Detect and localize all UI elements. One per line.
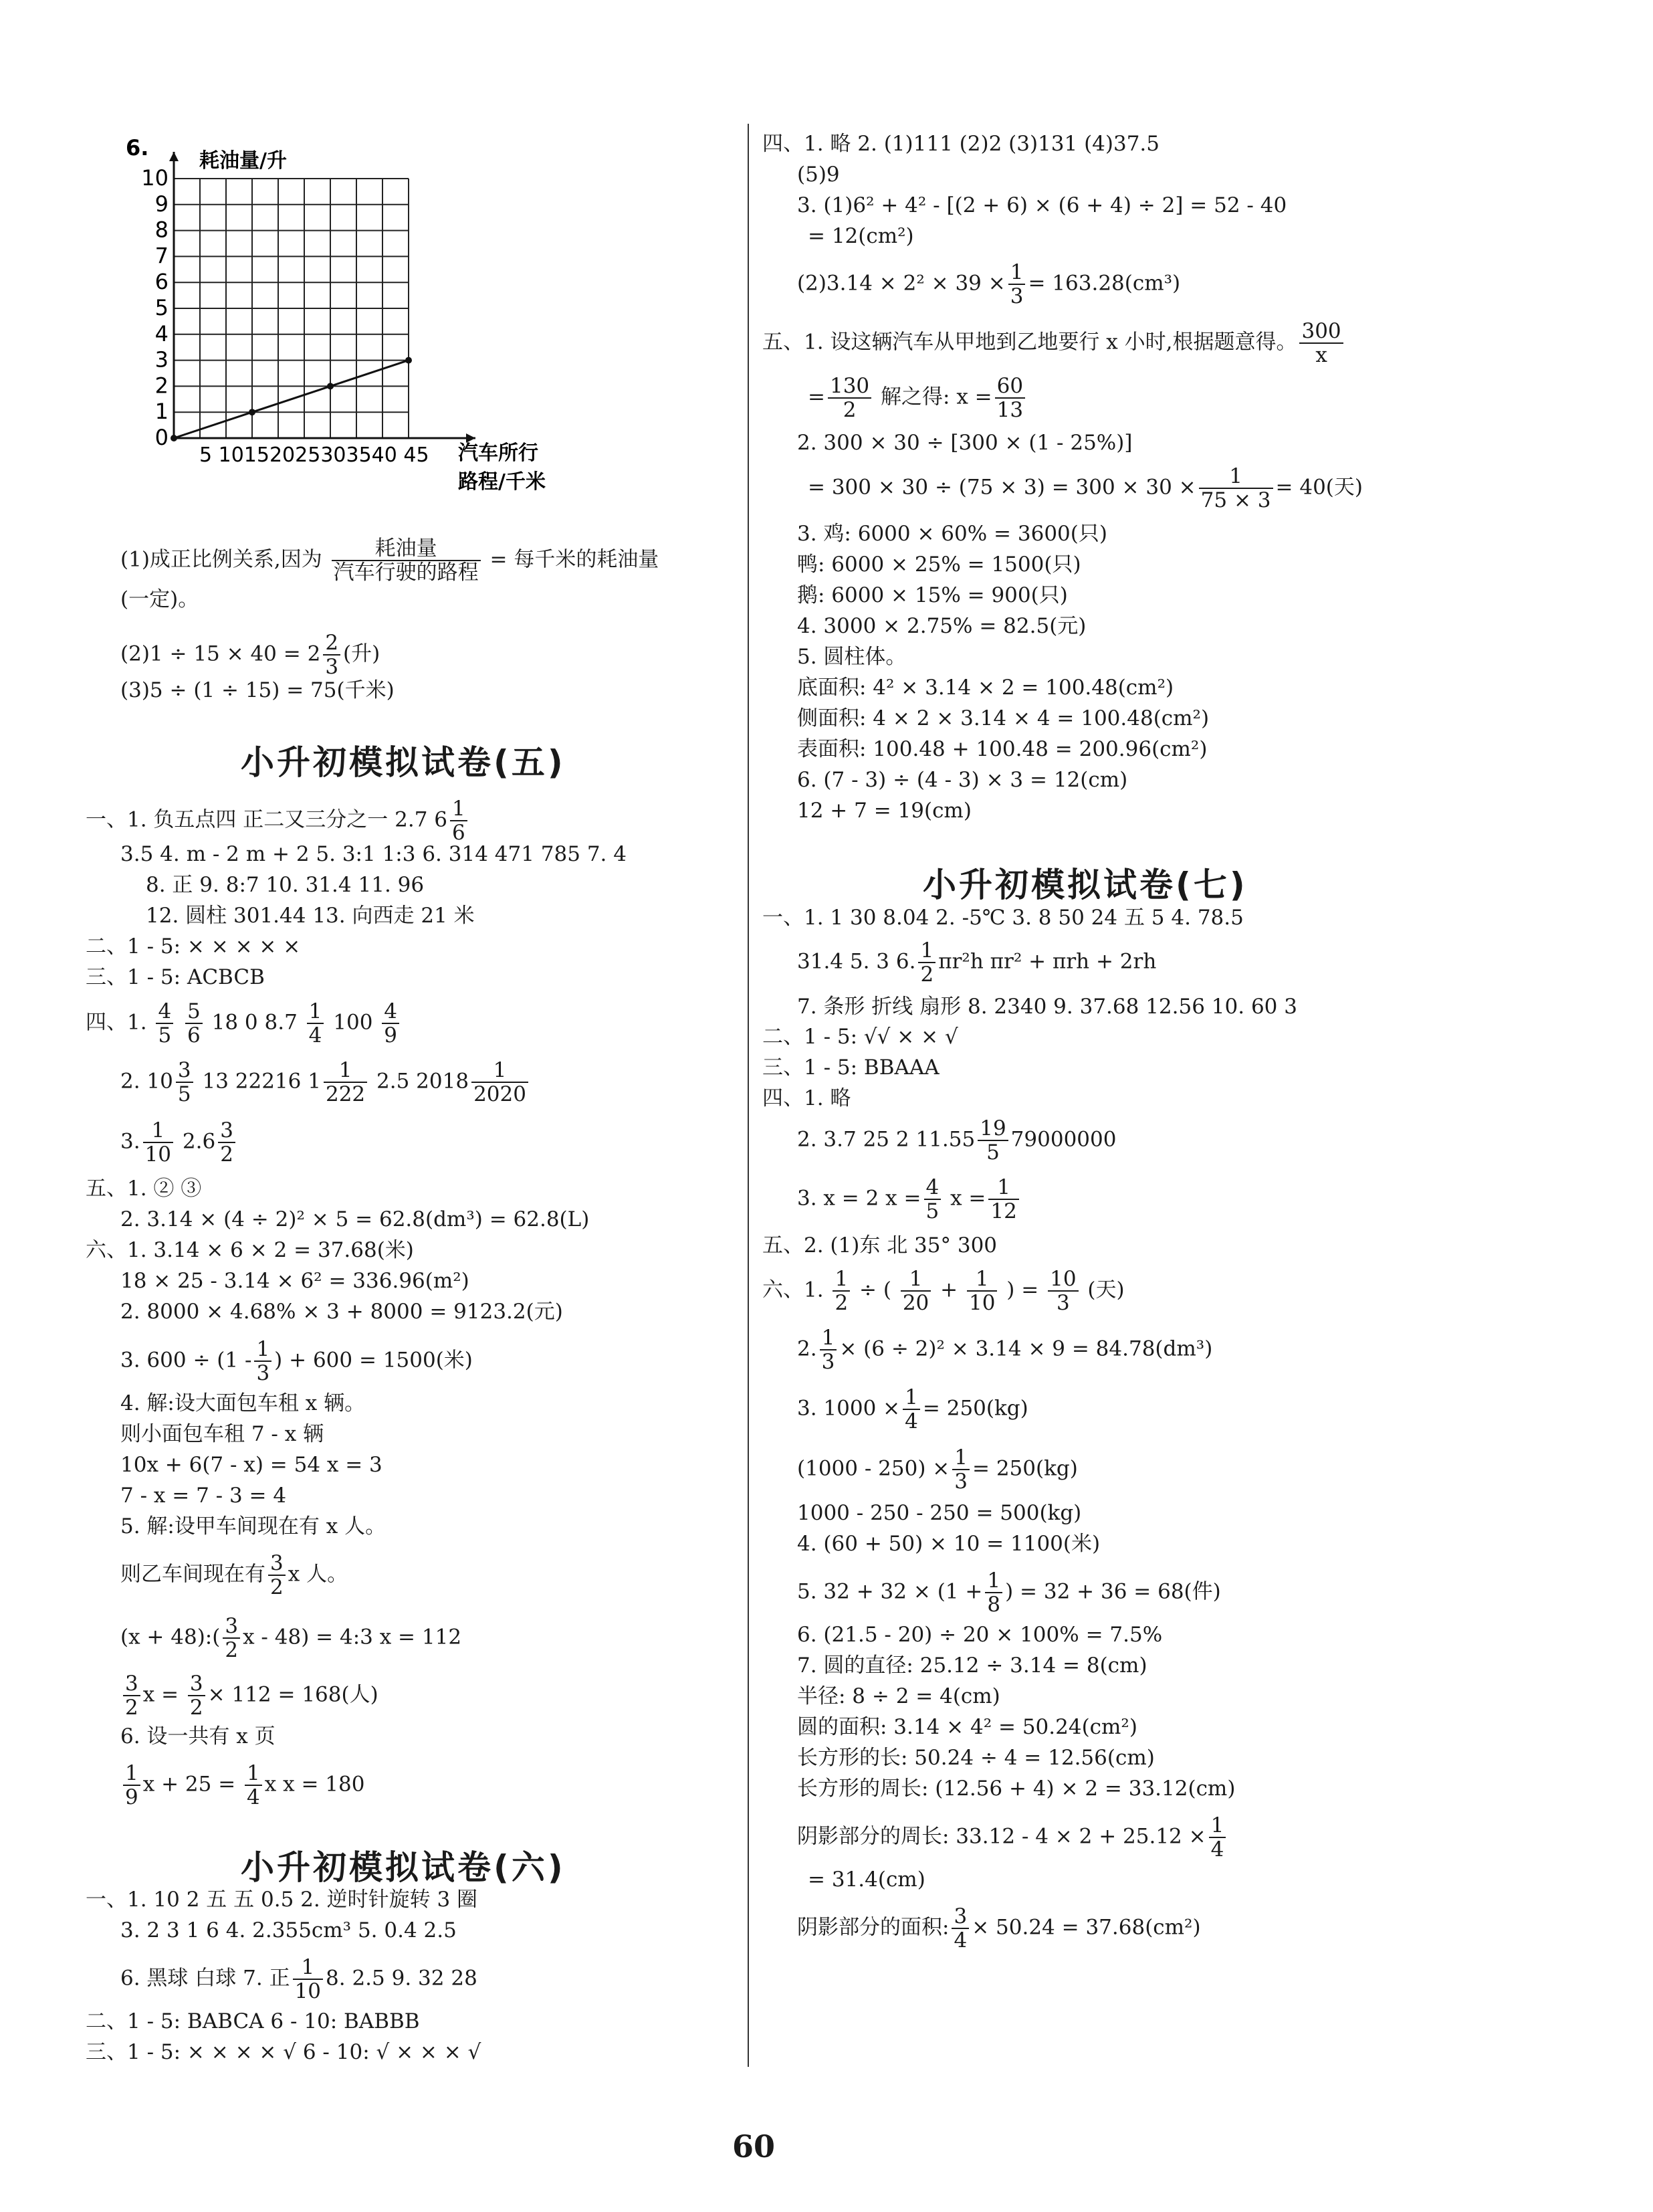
section-title-6: 小升初模拟试卷(六) [241, 1848, 566, 1887]
answer-line: 底面积: 4² × 3.14 × 2 = 100.48(cm²) [797, 676, 1174, 700]
answer-line: $\frac{3}{2}$ x = $\frac{3}{2}$ × 112 = 168(人) [120, 1672, 378, 1719]
answer-line: 三、1 - 5: × × × × √ 6 - 10: √ × × × √ [86, 2040, 481, 2064]
answer-line: 一、1. 1 30 8.04 2. -5℃ 3. 8 50 24 五 5 4. 78.5 [762, 906, 1244, 930]
answer-line: (2)3.14 × 2² × 39 × $\frac{1}{3}$ = 163.28(cm³) [797, 260, 1181, 308]
answer-line: 一、1. 10 2 五 五 0.5 2. 逆时针旋转 3 圈 [86, 1888, 478, 1912]
series-line [174, 361, 409, 438]
answer-line: 7 - x = 7 - 3 = 4 [120, 1484, 287, 1508]
answer-line: 则乙车间现在有 $\frac{3}{2}$ x 人。 [120, 1551, 348, 1599]
answer-line: 圆的面积: 3.14 × 4² = 50.24(cm²) [797, 1715, 1137, 1739]
x-tick-labels-text: 5 10152025303540 45 [199, 443, 429, 467]
answer-line: 2. 10 $\frac{3}{5}$ 13 22216 1 $\frac{1}{222}$ 2.5 2018 $\frac{1}{2020}$ [120, 1059, 531, 1106]
y-tick-label: 1 [154, 399, 169, 425]
answer-line: 4. 3000 × 2.75% = 82.5(元) [797, 614, 1087, 638]
chart-axes [169, 152, 475, 443]
answer-line: 6. (21.5 - 20) ÷ 20 × 100% = 7.5% [797, 1623, 1163, 1647]
answer-line: 二、1 - 5: × × × × × [86, 934, 301, 959]
answer-line: 阴影部分的周长: 33.12 - 4 × 2 + 25.12 × $\frac{1}{4}$ [797, 1814, 1228, 1861]
answer-line: 3. x = 2 x = $\frac{4}{5}$ x = $\frac{1}{12}$ [797, 1176, 1022, 1223]
answer-line: 四、1. 略 2. (1)111 (2)2 (3)131 (4)37.5 [762, 132, 1160, 156]
answer-line: (1)成正比例关系,因为 $\frac{\text{耗油量}}{\text{汽车行驶的路程}}$ = 每千米的耗油量 [120, 536, 659, 585]
answer-line: (3)5 ÷ (1 ÷ 15) = 75(千米) [120, 678, 395, 702]
answer-line: 六、1. 3.14 × 6 × 2 = 37.68(米) [86, 1238, 414, 1262]
answer-line: 3. 1000 × $\frac{1}{4}$ = 250(kg) [797, 1385, 1028, 1433]
answer-line: 四、1. $\frac{4}{5}$ $\frac{5}{6}$ 18 0 8.7 $\frac{1}{4}$ 100 $\frac{4}{9}$ [86, 1000, 402, 1047]
answer-line: 三、1 - 5: BBAAA [762, 1055, 940, 1080]
y-tick-label: 7 [154, 243, 169, 269]
chart-series [171, 357, 412, 441]
answer-line: 表面积: 100.48 + 100.48 = 200.96(cm²) [797, 737, 1208, 761]
fuel-line-chart [120, 134, 588, 495]
answer-line: 3. 600 ÷ (1 - $\frac{1}{3}$ ) + 600 = 1500(米) [120, 1337, 473, 1385]
answer-line: 鹅: 6000 × 15% = 900(只) [797, 583, 1068, 607]
y-tick-label: 3 [154, 346, 169, 373]
answer-line: = 12(cm²) [808, 224, 914, 248]
answer-line: (x + 48):( $\frac{3}{2}$ x - 48) = 4:3 x = 112 [120, 1614, 462, 1662]
answer-line: 二、1 - 5: √√ × × √ [762, 1025, 958, 1049]
answer-line: 2. $\frac{1}{3}$ × (6 ÷ 2)² × 3.14 × 9 = 84.78(dm³) [797, 1326, 1213, 1374]
answer-line: 5. 圆柱体。 [797, 645, 907, 669]
answer-line: 6. 设一共有 x 页 [120, 1724, 276, 1748]
answer-line: 五、1. ② ③ [86, 1177, 202, 1201]
answer-line: 二、1 - 5: BABCA 6 - 10: BABBB [86, 2009, 420, 2033]
answer-line: (2)1 ÷ 15 × 40 = 2 $\frac{2}{3}$ (升) [120, 631, 380, 679]
answer-line: 三、1 - 5: ACBCB [86, 965, 265, 989]
answer-line: 长方形的长: 50.24 ÷ 4 = 12.56(cm) [797, 1746, 1155, 1770]
answer-line: 10x + 6(7 - x) = 54 x = 3 [120, 1453, 382, 1477]
answer-line: 半径: 8 ÷ 2 = 4(cm) [797, 1684, 1000, 1708]
answer-line: 五、1. 设这辆汽车从甲地到乙地要行 x 小时,根据题意得。 $\frac{300}{x}$ [762, 320, 1346, 367]
answer-line: 6. 黑球 白球 7. 正 $\frac{1}{10}$ 8. 2.5 9. 32 28 [120, 1955, 477, 2003]
answer-line: 5. 解:设甲车间现在有 x 人。 [120, 1514, 387, 1538]
answer-line: 五、2. (1)东 北 35° 300 [762, 1233, 998, 1258]
answer-line: 鸭: 6000 × 25% = 1500(只) [797, 552, 1081, 577]
answer-line: 3. $\frac{1}{10}$ 2.6 $\frac{3}{2}$ [120, 1119, 238, 1166]
section-title-7: 小升初模拟试卷(七) [923, 866, 1248, 904]
y-tick-label: 4 [154, 320, 169, 346]
answer-line: 12. 圆柱 301.44 13. 向西走 21 米 [146, 904, 475, 928]
x-axis-label-line1: 汽车所行 [458, 441, 538, 465]
chart-tick-labels [141, 165, 169, 450]
answer-line: 12 + 7 = 19(cm) [797, 799, 972, 823]
answer-line: 侧面积: 4 × 2 × 3.14 × 4 = 100.48(cm²) [797, 706, 1210, 730]
y-tick-label: 10 [141, 165, 169, 191]
answer-line: $\frac{1}{9}$ x + 25 = $\frac{1}{4}$ x x = 180 [120, 1762, 364, 1809]
page-number: 60 [732, 2128, 776, 2165]
answer-line: 5. 32 + 32 × (1 + $\frac{1}{8}$ ) = 32 + 36 = 68(件) [797, 1569, 1221, 1617]
answer-line: (5)9 [797, 163, 840, 187]
y-tick-label: 2 [154, 373, 169, 399]
answer-line: 7. 条形 折线 扇形 8. 2340 9. 37.68 12.56 10. 60 3 [797, 995, 1297, 1019]
answer-line: 3. 2 3 1 6 4. 2.355cm³ 5. 0.4 2.5 [120, 1918, 457, 1942]
answer-line: 4. (60 + 50) × 10 = 1100(米) [797, 1532, 1101, 1556]
column-divider [748, 124, 749, 2067]
answer-line: 1000 - 250 - 250 = 500(kg) [797, 1501, 1082, 1525]
answer-line: 8. 正 9. 8:7 10. 31.4 11. 96 [146, 873, 425, 897]
answer-line: 3. (1)6² + 4² - [(2 + 6) × (6 + 4) ÷ 2] = 52 - 40 [797, 193, 1287, 217]
answer-line: 阴影部分的面积: $\frac{3}{4}$ × 50.24 = 37.68(cm²) [797, 1904, 1201, 1952]
answer-line: 四、1. 略 [762, 1086, 851, 1110]
answer-line: 长方形的周长: (12.56 + 4) × 2 = 33.12(cm) [797, 1777, 1236, 1801]
data-point [171, 435, 177, 441]
y-tick-label: 6 [154, 269, 169, 295]
answer-line: 2. 3.7 25 2 11.55 $\frac{19}{5}$ 79000000 [797, 1116, 1117, 1165]
answer-line: 2. 3.14 × (4 ÷ 2)² × 5 = 62.8(dm³) = 62.8(L) [120, 1207, 590, 1231]
answer-line: 7. 圆的直径: 25.12 ÷ 3.14 = 8(cm) [797, 1653, 1147, 1678]
y-axis-arrow [169, 152, 179, 161]
x-axis-label-line2: 路程/千米 [458, 470, 546, 494]
y-tick-label: 9 [154, 191, 169, 217]
answer-line: 则小面包车租 7 - x 辆 [120, 1422, 324, 1446]
data-point [405, 357, 412, 364]
answer-line: 六、1. $\frac{1}{2}$ ÷ ( $\frac{1}{20}$ + $\frac{1}{10}$ ) = $\frac{10}{3}$ (天) [762, 1267, 1125, 1315]
section-title-5: 小升初模拟试卷(五) [241, 743, 566, 782]
answer-line: (一定)。 [120, 587, 199, 611]
y-tick-label: 0 [154, 425, 169, 450]
answer-line: 18 × 25 - 3.14 × 6² = 336.96(m²) [120, 1269, 469, 1293]
answer-line: = $\frac{130}{2}$ 解之得: x = $\frac{60}{13}$ [808, 375, 1028, 421]
y-axis-label: 耗油量/升 [199, 149, 287, 173]
answer-line: 2. 8000 × 4.68% × 3 + 8000 = 9123.2(元) [120, 1300, 563, 1324]
answer-line: = 31.4(cm) [808, 1868, 925, 1892]
answer-line: 6. (7 - 3) ÷ (4 - 3) × 3 = 12(cm) [797, 768, 1128, 792]
answer-line: 3.5 4. m - 2 m + 2 5. 3:1 1:3 6. 314 471 785 7. 4 [120, 842, 627, 866]
question-number: 6. [126, 135, 149, 161]
answer-line: 2. 300 × 30 ÷ [300 × (1 - 25%)] [797, 431, 1133, 455]
answer-line: = 300 × 30 ÷ (75 × 3) = 300 × 30 × $\frac{1}{75 \times 3}$ = 40(天) [808, 464, 1363, 512]
answer-line: 31.4 5. 3 6. $\frac{1}{2}$ πr²h πr² + πrh + 2rh [797, 938, 1157, 987]
answer-line: (1000 - 250) × $\frac{1}{3}$ = 250(kg) [797, 1445, 1078, 1494]
y-tick-label: 8 [154, 217, 169, 243]
y-tick-label: 5 [154, 295, 169, 320]
answer-line: 3. 鸡: 6000 × 60% = 3600(只) [797, 522, 1107, 546]
answer-line: 一、1. 负五点四 正二又三分之一 2.7 6 $\frac{1}{6}$ [86, 797, 470, 844]
data-point [249, 409, 255, 415]
data-point [327, 383, 334, 389]
answer-line: 4. 解:设大面包车租 x 辆。 [120, 1391, 366, 1415]
